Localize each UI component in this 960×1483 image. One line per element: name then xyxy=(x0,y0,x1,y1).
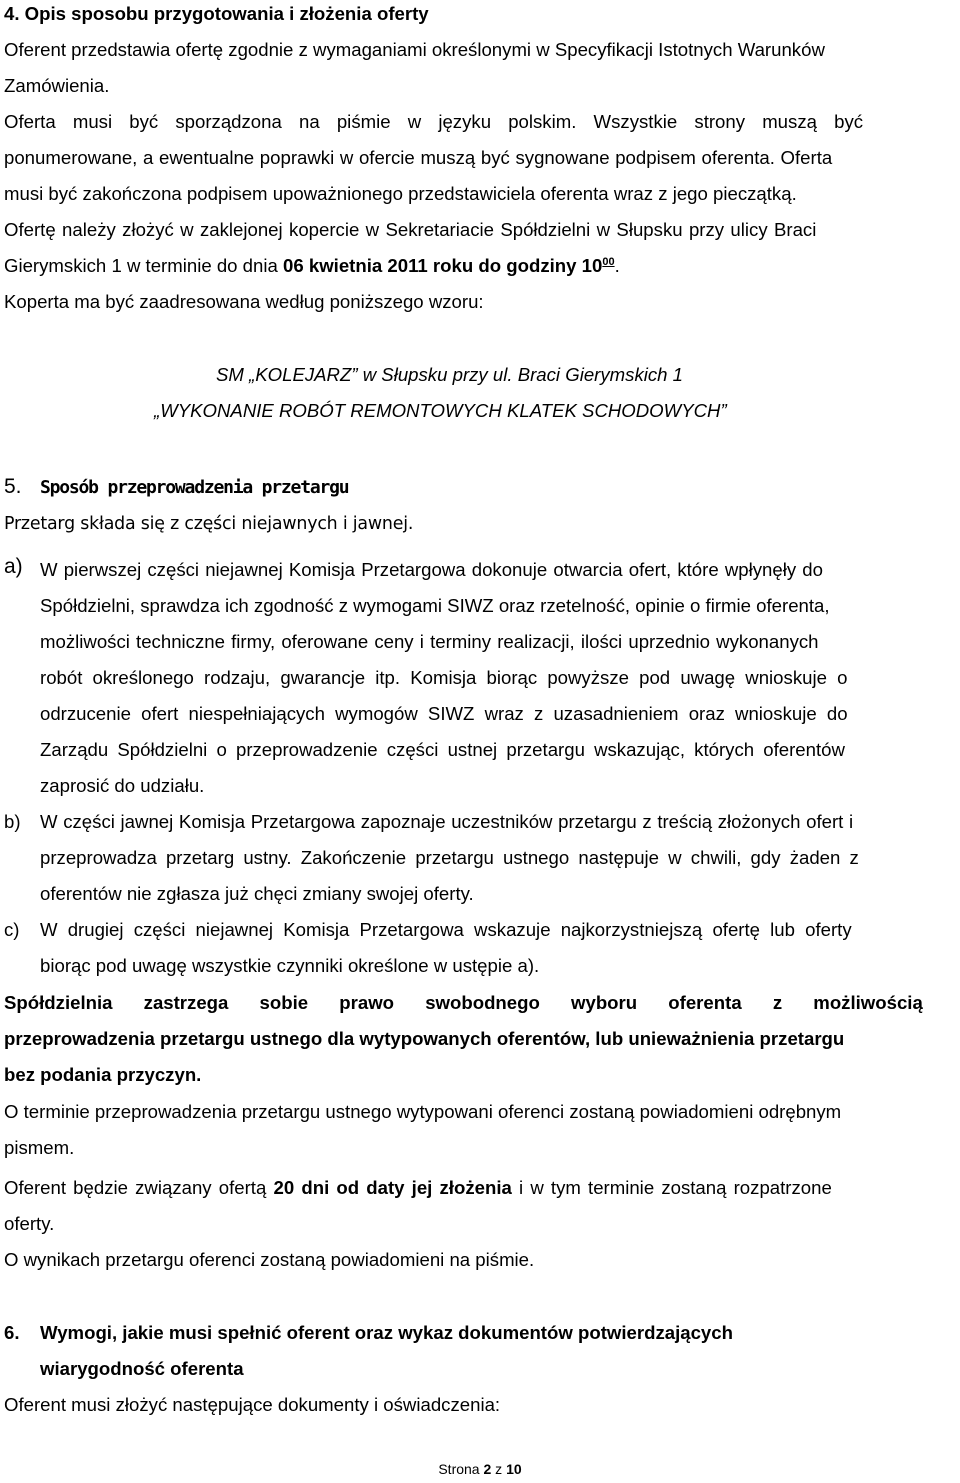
paragraph-line: O wynikach przetargu oferenci zostaną powiadomieni na piśmie. xyxy=(4,1249,535,1270)
paragraph-line: Oferta musi być sporządzona na piśmie w języku polskim. Wszystkie strony muszą być xyxy=(4,111,864,132)
list-item-a-line: odrzucenie ofert niespełniających wymogów SIWZ wraz z uzasadnieniem oraz wnioskuje do xyxy=(40,703,848,724)
deadline-line: Gierymskich 1 w terminie do dnia 06 kwietnia 2011 roku do godziny $10^{00}$. xyxy=(4,255,620,276)
paragraph-line: Przetarg składa się z części niejawnych i jawnej. xyxy=(4,514,414,534)
list-item-a-line: robót określonego rodzaju, gwarancje itp. Komisja biorąc powyższe pod uwagę wnioskuje o xyxy=(40,667,848,688)
list-item-a-line: możliwości techniczne firmy, oferowane ceny i terminy realizacji, ilości uprzednio wykonanych xyxy=(40,631,819,652)
list-label-b: b) xyxy=(4,811,21,832)
section-5-heading: Sposób przeprowadzenia przetargu xyxy=(40,477,349,498)
list-label-a: a) xyxy=(4,555,23,578)
paragraph-line: ponumerowane, a ewentualne poprawki w ofercie muszą być sygnowane podpisem oferenta. Oferta xyxy=(4,147,833,168)
paragraph-line: oferty. xyxy=(4,1213,55,1234)
list-item-c-line: biorąc pod uwagę wszystkie czynniki określone w ustępie a). xyxy=(40,955,540,976)
list-item-a-line: Zarządu Spółdzielni o przeprowadzenie części ustnej przetargu wskazując, których oferentów xyxy=(40,739,845,760)
paragraph-line: Ofertę należy złożyć w zaklejonej kopercie w Sekretariacie Spółdzielni w Słupsku przy ulicy Braci xyxy=(4,219,817,240)
deadline-date: 06 kwietnia 2011 roku do godziny 10 xyxy=(283,255,603,276)
reservation-clause-line: Spółdzielnia zastrzega sobie prawo swobodnego wyboru oferenta z możliwością xyxy=(4,992,923,1013)
page-footer: Strona 2 z 10 xyxy=(438,1461,522,1477)
section-6-heading-line-2: wiarygodność oferenta xyxy=(40,1358,244,1379)
list-label-c: c) xyxy=(4,919,20,940)
list-item-a-line: Spółdzielni, sprawdza ich zgodność z wymogami SIWZ oraz rzetelność, opinie o firmie oferenta, xyxy=(40,595,830,616)
list-item-b-line: przeprowadza przetarg ustny. Zakończenie przetargu ustnego następuje w chwili, gdy żaden z xyxy=(40,847,859,868)
reservation-clause-line: przeprowadzenia przetargu ustnego dla wytypowanych oferentów, lub unieważnienia przetargu xyxy=(4,1028,845,1049)
envelope-address-line-2: „WYKONANIE ROBÓT REMONTOWYCH KLATEK SCHODOWYCH” xyxy=(154,400,727,421)
envelope-address-line-1: SM „KOLEJARZ” w Słupsku przy ul. Braci Gierymskich 1 xyxy=(216,364,684,385)
total-pages: 10 xyxy=(506,1461,522,1477)
paragraph-line: Oferent musi złożyć następujące dokumenty i oświadczenia: xyxy=(4,1394,501,1415)
list-item-c-line: W drugiej części niejawnej Komisja Przetargowa wskazuje najkorzystniejszą ofertę lub oferty xyxy=(40,919,852,940)
section-5-number: 5. xyxy=(4,475,22,498)
list-item-b-line: W części jawnej Komisja Przetargowa zapoznaje uczestników przetargu z treścią złożonych ofert i xyxy=(40,811,854,832)
paragraph-line: Koperta ma być zaadresowana według poniższego wzoru: xyxy=(4,291,484,312)
paragraph-line: pismem. xyxy=(4,1137,75,1158)
current-page-number: 2 xyxy=(483,1461,492,1477)
list-item-a-line: W pierwszej części niejawnej Komisja Przetargowa dokonuje otwarcia ofert, które wpłynęły do xyxy=(40,559,823,580)
binding-period: 20 dni od daty jej złożenia xyxy=(273,1177,512,1198)
paragraph-line: Oferent przedstawia ofertę zgodnie z wymaganiami określonymi w Specyfikacji Istotnych Warunków xyxy=(4,39,825,60)
binding-period-line: Oferent będzie związany ofertą 20 dni od daty jej złożenia i w tym terminie zostaną rozpatrzone xyxy=(4,1177,832,1198)
paragraph-line: musi być zakończona podpisem upoważnionego przedstawiciela oferenta wraz z jego pieczątką. xyxy=(4,183,797,204)
paragraph-line: Zamówienia. xyxy=(4,75,110,96)
paragraph-line: O terminie przeprowadzenia przetargu ustnego wytypowani oferenci zostaną powiadomieni odrębnym xyxy=(4,1101,842,1122)
section-6-heading-line-1: Wymogi, jakie musi spełnić oferent oraz wykaz dokumentów potwierdzających xyxy=(40,1322,733,1343)
deadline-hour-superscript: 00 xyxy=(602,255,615,268)
section-4-heading: 4. Opis sposobu przygotowania i złożenia oferty xyxy=(4,3,429,24)
list-item-b-line: oferentów nie zgłasza już chęci zmiany swojej oferty. xyxy=(40,883,474,904)
reservation-clause-line: bez podania przyczyn. xyxy=(4,1064,202,1085)
list-item-a-line: zaprosić do udziału. xyxy=(40,775,205,796)
section-6-number: 6. xyxy=(4,1322,20,1343)
